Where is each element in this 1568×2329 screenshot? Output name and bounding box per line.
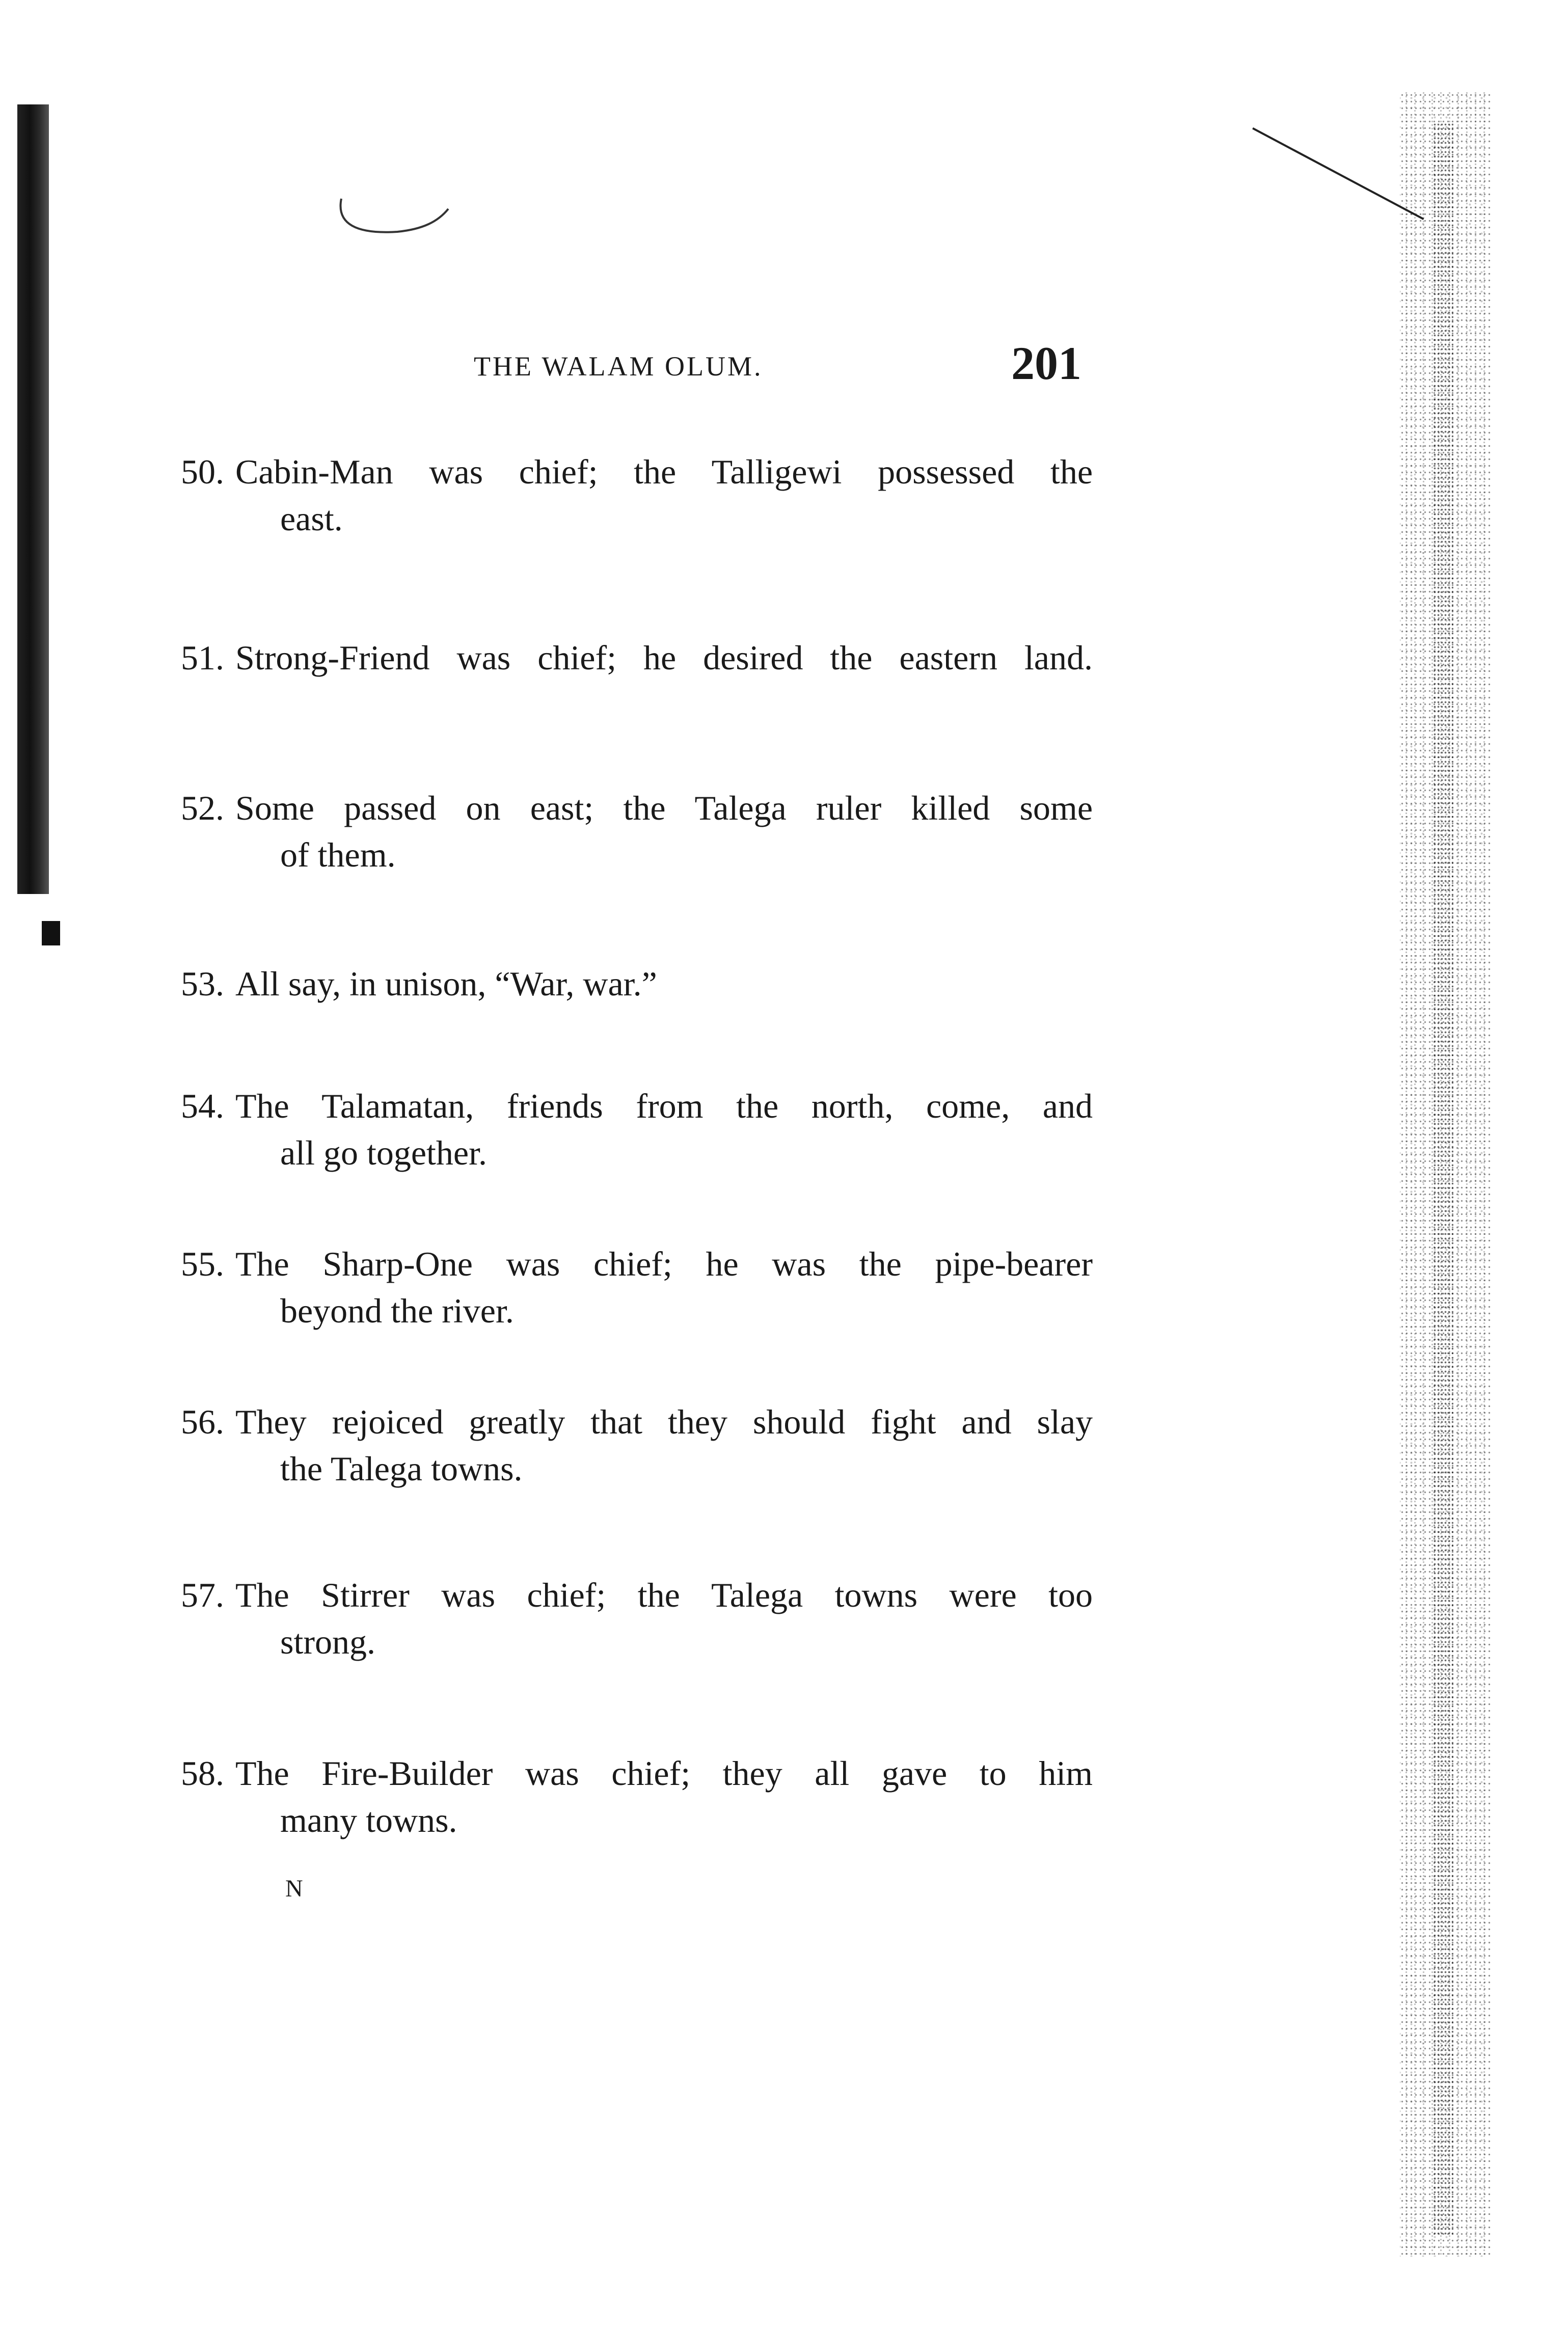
edge-scratch-mark [1252,127,1424,220]
verse-number: 58. [181,1754,224,1793]
verse-58 [181,1750,1093,1844]
verse-55 [181,1240,1093,1334]
verse-text: The Talamatan, friends from the north, come, and [235,1087,1093,1125]
verse-number: 53. [181,964,224,1003]
running-head: THE WALAM OLUM. [474,351,763,382]
verse-text: The Stirrer was chief; the Talega towns were too [235,1576,1093,1614]
page-number: 201 [1011,337,1082,389]
verse-text: Some passed on east; the Talega ruler killed some [235,789,1093,827]
page-edge-speckle-core [1433,122,1453,2236]
verse-number: 55. [181,1244,224,1283]
verse-continuation: strong. [280,1622,375,1661]
verse-number: 51. [181,638,224,677]
verse-number: 57. [181,1576,224,1614]
pencil-mark [336,194,453,239]
binding-shadow [17,104,49,894]
verse-continuation: of them. [280,835,396,874]
verse-text: All say, in unison, “War, war.” [235,964,657,1003]
verse-continuation: the Talega towns. [280,1449,523,1488]
verse-continuation: beyond the river. [280,1291,514,1330]
verse-54 [181,1082,1093,1176]
verse-number: 52. [181,789,224,827]
verse-50 [181,448,1093,542]
verse-51 [181,634,1093,681]
signature-mark: N [285,1875,304,1902]
verse-text: The Sharp-One was chief; he was the pipe-bearer [235,1244,1093,1283]
verse-number: 56. [181,1402,224,1441]
verse-56 [181,1398,1093,1492]
verse-text: Cabin-Man was chief; the Talligewi possessed the [235,452,1093,491]
verse-continuation: all go together. [280,1133,488,1172]
verse-text: Strong-Friend was chief; he desired the eastern land. [235,638,1093,677]
verse-continuation: east. [280,499,343,538]
verse-text: They rejoiced greatly that they should fight and slay [235,1402,1093,1441]
verse-continuation: many towns. [280,1801,457,1839]
verse-52 [181,784,1093,878]
verse-number: 50. [181,452,224,491]
verse-53 [181,960,1093,1007]
verse-number: 54. [181,1087,224,1125]
binding-notch [42,921,60,945]
verse-text: The Fire-Builder was chief; they all gave to him [235,1754,1093,1793]
verse-57 [181,1572,1093,1665]
